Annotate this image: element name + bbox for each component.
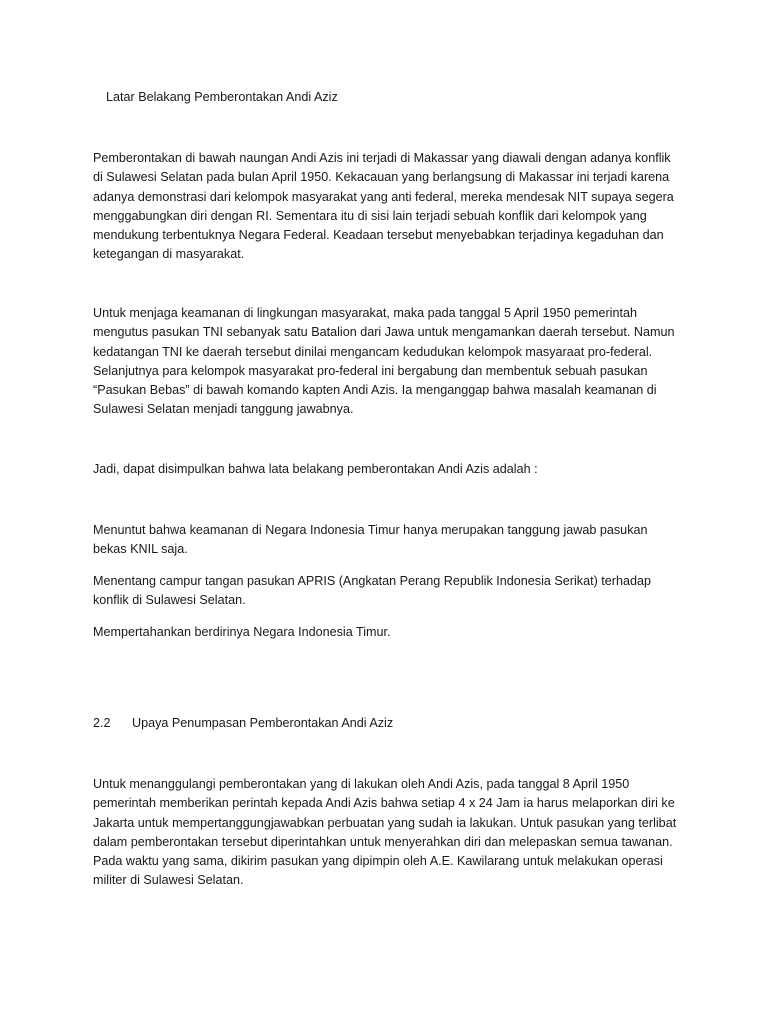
- paragraph-background-intro: Pemberontakan di bawah naungan Andi Azis ini terjadi di Makassar yang diawali dengan adanya konflik di Sulawesi Selatan pada bulan April 1950. Kekacauan yang berlangsung di Makassar ini terjadi karena adanya demonstrasi dari kelompok masyarakat yang anti federal, mereka mendesak NIT supaya segera menggabungkan diri dengan RI. Sementara itu di sisi lain terjadi sebuah konflik dari kelompok yang mendukung terbentuknya Negara Federal. Keadaan tersebut menyebabkan terjadinya kegaduhan dan ketegangan di masyarakat.: [93, 151, 674, 262]
- paragraph-point-apris: Menentang campur tangan pasukan APRIS (Angkatan Perang Republik Indonesia Serikat) terhadap konflik di Sulawesi Selatan.: [93, 574, 651, 608]
- section-number: 2.2: [93, 716, 111, 730]
- paragraph-suppression: Untuk menanggulangi pemberontakan yang di lakukan oleh Andi Azis, pada tanggal 8 April 1950 pemerintah memberikan perintah kepada Andi Azis bahwa setiap 4 x 24 Jam ia harus melaporkan diri ke Jakarta untuk mempertanggungjawabkan perbuatan yang sudah ia lakukan. Untuk pasukan yang terlibat dalam pemberontakan tersebut diperintahkan untuk menyerahkan diri dan melepaskan semua tawanan. Pada waktu yang sama, dikirim pasukan yang dipimpin oleh A.E. Kawilarang untuk melakukan operasi militer di Sulawesi Selatan.: [93, 777, 677, 888]
- section-heading-suppression: [93, 714, 393, 733]
- paragraph-conclusion-lead: Jadi, dapat disimpulkan bahwa lata belakang pemberontakan Andi Azis adalah :: [93, 462, 538, 476]
- section-heading-background: Latar Belakang Pemberontakan Andi Aziz: [106, 90, 338, 104]
- paragraph-tni-deployment: Untuk menjaga keamanan di lingkungan masyarakat, maka pada tanggal 5 April 1950 pemerintah mengutus pasukan TNI sebanyak satu Batalion dari Jawa untuk mengamankan daerah tersebut. Namun kedatangan TNI ke daerah tersebut dinilai mengancam kedudukan kelompok masyaraat pro-federal. Selanjutnya para kelompok masyarakat pro-federal ini bergabung dan membentuk sebuah pasukan “Pasukan Bebas” di bawah komando kapten Andi Azis. Ia menganggap bahwa masalah keamanan di Sulawesi Selatan menjadi tanggung jawabnya.: [93, 306, 675, 417]
- paragraph-point-knil: Menuntut bahwa keamanan di Negara Indonesia Timur hanya merupakan tanggung jawab pasukan bekas KNIL saja.: [93, 523, 648, 557]
- section-title: Upaya Penumpasan Pemberontakan Andi Aziz: [132, 716, 394, 730]
- paragraph-point-nit: Mempertahankan berdirinya Negara Indonesia Timur.: [93, 625, 391, 639]
